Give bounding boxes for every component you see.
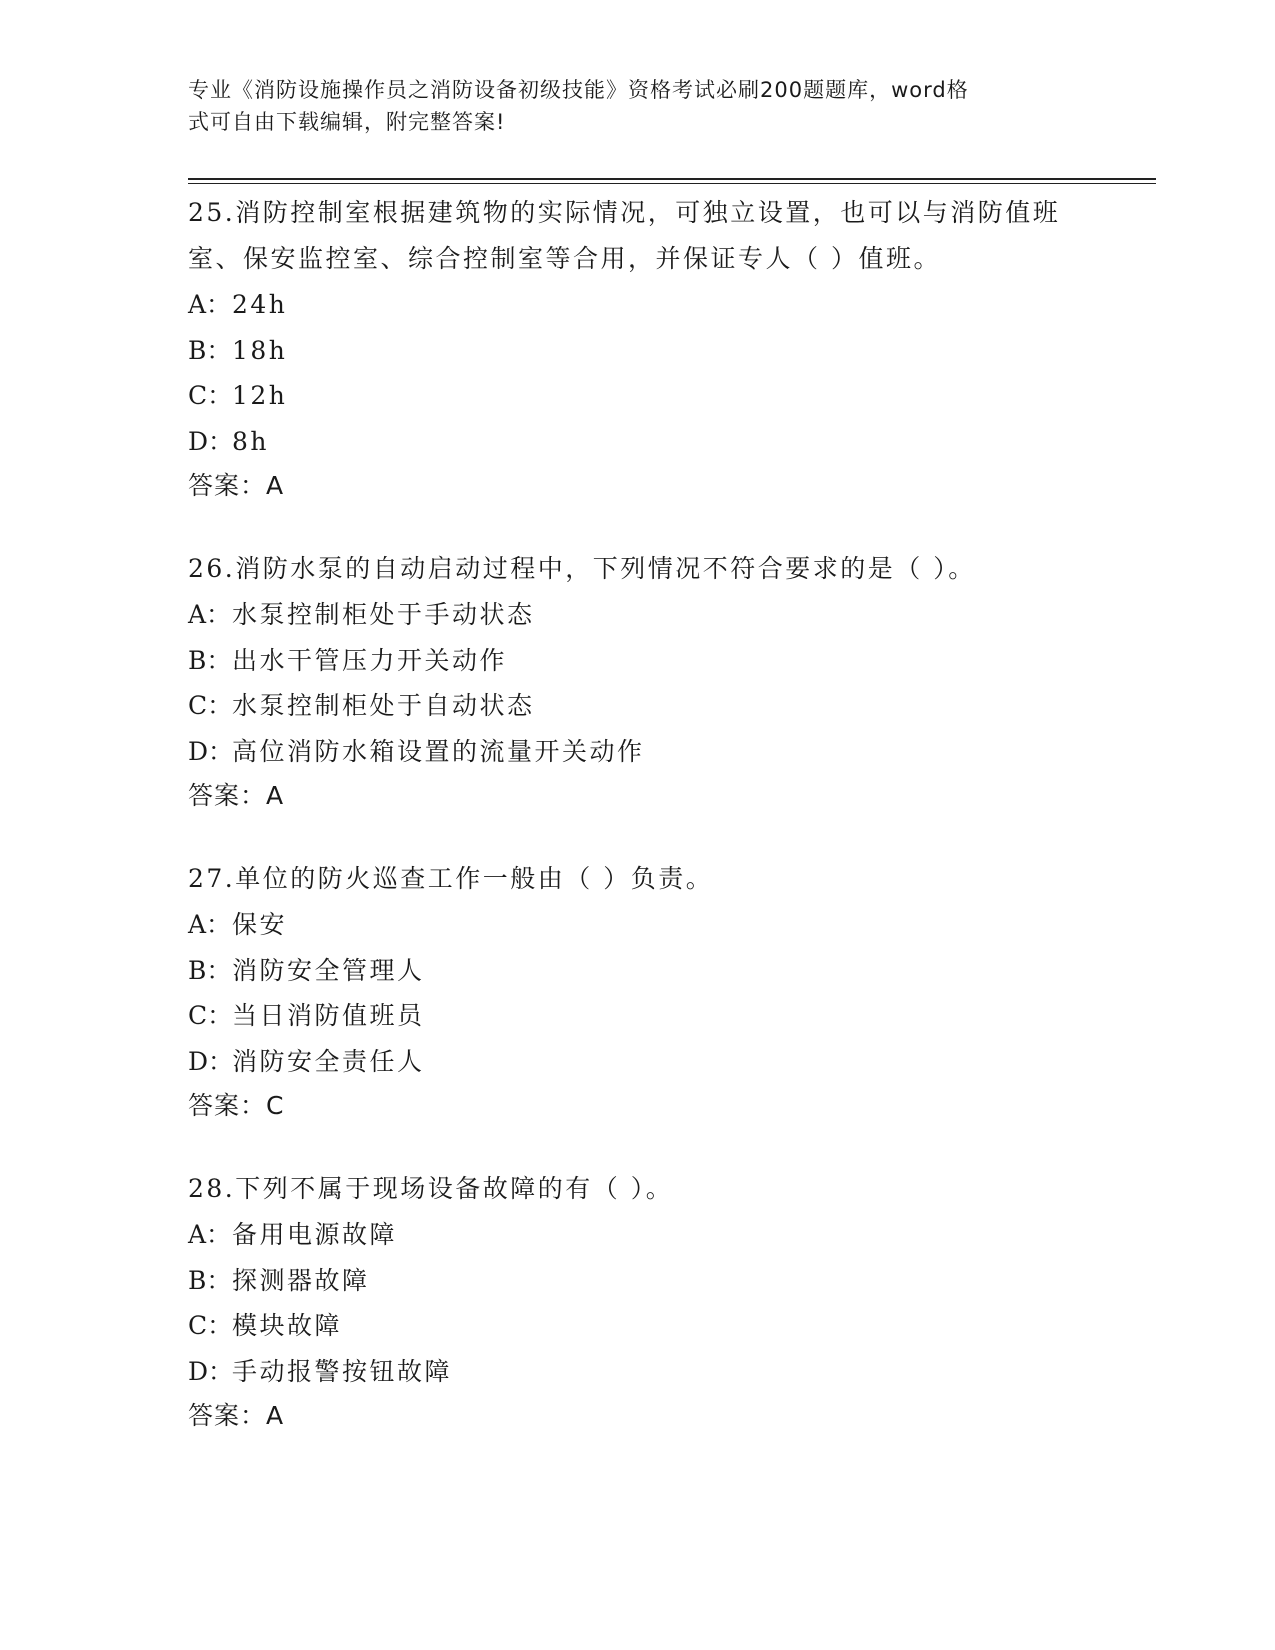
option-text: 备用电源故障 [232,1220,398,1249]
option-text: 12h [232,381,288,410]
option-a [188,282,1088,328]
option-key: D： [188,1046,234,1076]
question-item [188,1166,1088,1438]
question-stem: 25.消防控制室根据建筑物的实际情况，可独立设置，也可以与消防值班室、保安监控室、综合控制室等合用，并保证专人（ ）值班。 [188,198,1061,273]
option-key: C： [188,1311,233,1340]
header-divider-thin [188,183,1156,184]
option-c [188,993,1088,1039]
question-item [188,546,1088,818]
option-a [188,592,1088,638]
option-text: 8h [232,426,270,456]
option-c [188,1303,1088,1349]
option-c [188,683,1088,729]
option-key: A： [188,1220,232,1249]
question-stem: 28.下列不属于现场设备故障的有（ ）。 [188,1174,674,1203]
option-text: 24h [232,290,288,319]
question-list [188,190,1088,1476]
option-key: D： [188,1356,234,1386]
option-text: 出水干管压力开关动作 [232,645,508,675]
question-item [188,856,1088,1128]
option-text: 手动报警按钮故障 [232,1356,453,1386]
option-text: 水泵控制柜处于手动状态 [232,600,535,629]
answer-line: 答案：A [188,471,285,500]
option-b [188,328,1088,374]
option-b [188,638,1088,684]
document-header [188,74,1088,138]
option-text: 探测器故障 [232,1265,370,1295]
option-key: C： [188,1001,233,1030]
option-key: C： [188,691,233,720]
option-text: 保安 [232,910,288,939]
option-key: D： [188,736,234,766]
option-text: 水泵控制柜处于自动状态 [232,691,535,720]
question-stem: 27.单位的防火巡查工作一般由（ ）负责。 [188,864,714,893]
option-text: 18h [232,335,288,365]
header-line-1: 专业《消防设施操作员之消防设备初级技能》资格考试必刷200题题库，word格 [188,78,969,102]
option-key: A： [188,290,232,319]
option-key: B： [188,955,232,985]
option-text: 高位消防水箱设置的流量开关动作 [232,736,645,766]
option-key: A： [188,910,232,939]
option-d [188,1039,1088,1085]
answer-line: 答案：A [188,1401,285,1430]
option-text: 消防安全责任人 [232,1046,425,1076]
option-text: 模块故障 [232,1311,343,1340]
header-line-2: 式可自由下载编辑，附完整答案! [188,110,506,134]
option-key: D： [188,426,234,456]
option-text: 消防安全管理人 [232,955,425,985]
option-a [188,1212,1088,1258]
option-key: B： [188,645,232,675]
option-text: 当日消防值班员 [232,1001,425,1030]
option-c [188,373,1088,419]
option-a [188,902,1088,948]
option-key: B： [188,335,232,365]
header-divider-thick [188,178,1156,180]
option-b [188,1258,1088,1304]
option-d [188,419,1088,465]
option-d [188,1349,1088,1395]
answer-line: 答案：C [188,1091,285,1120]
option-key: A： [188,600,232,629]
answer-line: 答案：A [188,781,285,810]
question-item [188,190,1088,508]
option-key: B： [188,1265,232,1295]
option-d [188,729,1088,775]
option-b [188,948,1088,994]
question-stem: 26.消防水泵的自动启动过程中，下列情况不符合要求的是（ ）。 [188,554,976,583]
option-key: C： [188,381,233,410]
